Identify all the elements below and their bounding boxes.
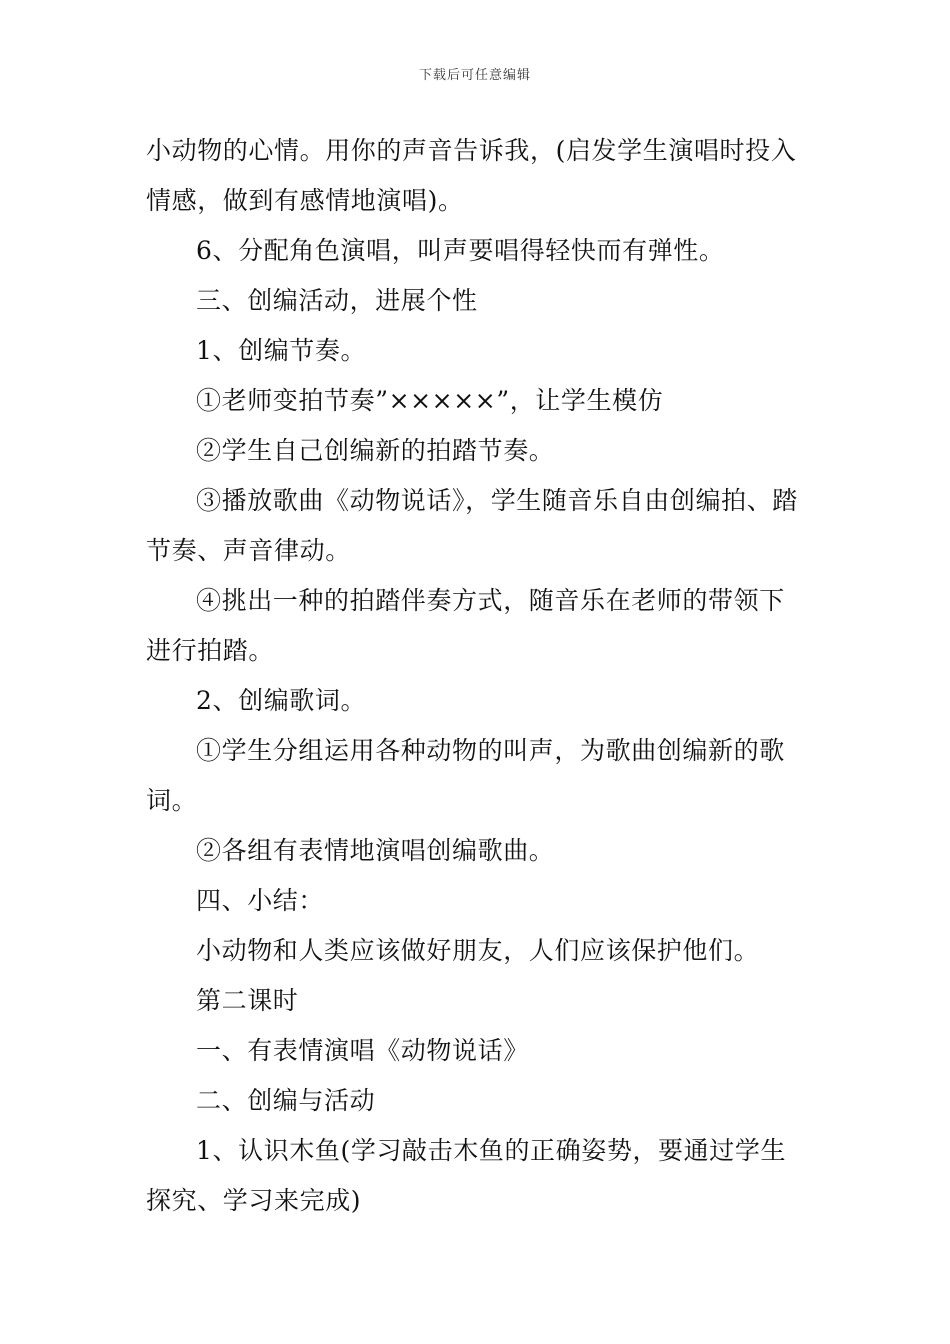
paragraph-2: 6、分配角色演唱，叫声要唱得轻快而有弹性。 [196, 236, 725, 265]
paragraph-13: 小动物和人类应该做好朋友，人们应该保护他们。 [196, 936, 760, 965]
paragraph-1: 小动物的心情。用你的声音告诉我，(启发学生演唱时投入情感，做到有感情地演唱)。 [146, 136, 797, 215]
paragraph-3: 三、创编活动，进展个性 [196, 286, 478, 315]
paragraph-7: ③播放歌曲《动物说话》，学生随音乐自由创编拍、踏节奏、声音律动。 [146, 486, 798, 565]
paragraph-8: ④挑出一种的拍踏伴奏方式，随音乐在老师的带领下进行拍踏。 [146, 586, 785, 665]
paragraph-6: ②学生自己创编新的拍踏节奏。 [196, 436, 555, 465]
paragraph-12: 四、小结： [196, 886, 325, 915]
paragraph-14: 第二课时 [196, 986, 299, 1015]
document-body [146, 126, 810, 1226]
paragraph-9: 2、创编歌词。 [196, 686, 367, 715]
paragraph-17: 1、认识木鱼(学习敲击木鱼的正确姿势，要通过学生探究、学习来完成) [146, 1136, 787, 1215]
paragraph-5: ①老师变拍节奏”×××××”，让学生模仿 [196, 386, 664, 415]
paragraph-11: ②各组有表情地演唱创编歌曲。 [196, 836, 555, 865]
paragraph-16: 二、创编与活动 [196, 1086, 376, 1115]
page-header: 下载后可任意编辑 [418, 68, 531, 83]
paragraph-10: ①学生分组运用各种动物的叫声，为歌曲创编新的歌词。 [146, 736, 785, 815]
paragraph-4: 1、创编节奏。 [196, 336, 367, 365]
paragraph-15: 一、有表情演唱《动物说话》 [196, 1036, 529, 1065]
